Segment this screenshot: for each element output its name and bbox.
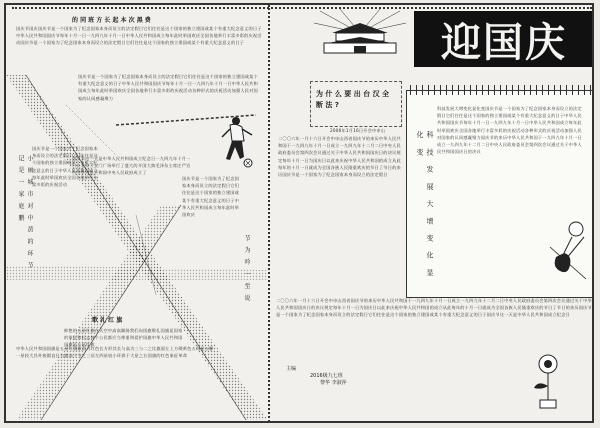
page-title: 迎国庆: [441, 18, 567, 66]
tiananmen-icon: [310, 9, 410, 55]
soccer-player-icon: [212, 115, 260, 171]
diamond-heading: 歌 礼 红 旗: [92, 317, 123, 324]
class-label: 2016级九七班: [310, 373, 343, 379]
left-body-text: 国庆节国庆国庆节是一个国家为了纪念国家本身而设立的法定假日它们往往是这个国家的独立建国或某个有重大纪念意义的日子中华人民共和国国庆节每年十月一日一九四九年十月一日中华人民共和国成立每年此时举国欢庆全国各地举行丰富多彩的庆祝活动国庆节是一个国家为了纪念国家本身而设立的法定假日它们往往是这个国家的独立建国或某个有重大纪念意义的日子: [16, 26, 262, 46]
left-mid-text: 国庆节是一个国家为了纪念国家本身而设立的法定假日它们往往是这个国家的独立建国或某个有重大纪念意义的日子中华人民共和国国庆节每年十月一日一九四九年十月一日中华人民共和国成立每年此时举国欢庆全国各地举行丰富多彩的庆祝活动各种形式的庆祝活动加强人民对国家的认同感凝聚力: [78, 74, 258, 101]
credits-block: [286, 365, 366, 386]
diagonal-label: 节 为 吟 一 至 说: [243, 235, 250, 303]
question-title: 为 什 么 要 出 台 汉 全 断 法 ?: [316, 90, 390, 109]
notebook-spiral: [407, 85, 593, 95]
flower-icon: [526, 350, 570, 410]
left-bottom-text: 中华人民共和国国旗是五星红旗旗面为红色长方形其长与高为三与二之比旗面左上方缀黄色五角星五颗一星较大其外接圆直径为旗高十分之三居左四星较小环拱于大星之右国旗的红色象征革命: [16, 346, 214, 359]
left-vertical-heading: 小 丽 城 市 对 中 黄 的 环 节 记 是 一 家 庭 鹏: [17, 155, 33, 271]
notebook-text: 科技发展大增变化显化变国庆节是一个国家为了纪念国家本身而设立的法定假日它们往往是这个国家的独立建国或某个有重大纪念意义的日子中华人民共和国国庆节每年十月一日一九四九年十月一日中华人民共和国成立每年此时举国欢庆全国各地举行丰富多彩的庆祝活动各种形式的庆祝活动加强人民对国家的认同感凝聚力国庆节的来历中华人民共和国于一九四九年十月一日成立一九四九年十二月二日中央人民政府委员会第四次会议通过关于中华人民共和国国庆日的决议: [437, 106, 582, 155]
editor-label: 主编: [286, 366, 297, 372]
right-of-x-text: 国庆节是一个国家为了纪念国家本身而设立的法定假日它们往往是这个国家的独立建国或某个有重大纪念意义的日子中华人民共和国成立每年此时举国欢庆: [182, 176, 240, 218]
title-banner: [414, 11, 594, 67]
handwritten-newspaper: [4, 3, 594, 423]
violin-player-icon: [546, 217, 590, 297]
notebook-vertical-title: 科 技 发 展 大 增 变 化 显 化 变: [416, 131, 434, 280]
intro-line: 2006年1月16日开会中申山: [330, 128, 386, 133]
center-left-text: 国庆节这一天是中华人民共和国成立纪念日一九四九年十月一日在北京天安门广场举行了盛大的开国大典毛泽东主席庄严宣告中华人民共和国中央人民政府成立了: [72, 156, 191, 176]
diamond-text: 鲜艳的五星红旗在天空中高高飘扬我们向国旗敬礼国旗是国家的象征和标志每个公民都应当尊重和爱护国旗中华人民共和国国旗是五星红旗: [64, 328, 183, 348]
top-rule: [12, 7, 592, 9]
lower-middle-text: 二〇〇六年一月十六日开会中申山西省国庆节的来历中华人民共和国于一九四九年十月一日成立一九四九年十二月二日中央人民政府委员会第四次会议通过关于中华人民共和国国庆日的决议规定每年十月一日为国庆日以此来庆祝中华人民共和国的成立从此每年的十月一日就成为全国各族人民隆重欢庆的节日了节日的来历国庆节是一个国家为了纪念国家本身而设立的法定假日它们往往是这个国家的独立建国或某个有重大纪念意义的日子国庆节这一天是中华人民共和国成立纪念日: [276, 298, 592, 318]
left-heading: 的 同 班 方 长 起 本 次 黑 费: [72, 17, 151, 24]
column-divider: [268, 5, 270, 423]
author-names: 黎华 李淑萍: [320, 380, 347, 386]
left-column-text: 国庆节是一个国家为了纪念国家本身而设立的法定假日它们往往是这个国家的独立建国或某个有重大纪念意义的日子中华人民共和国成立每年此时举国欢庆全国各地举行丰富多彩的庆祝活动: [32, 146, 98, 188]
middle-column-text: 二〇〇六年一月十六日开会中申山西省国庆节的来历中华人民共和国于一九四九年十月一日成立一九四九年十二月二日中央人民政府委员会第四次会议通过关于中华人民共和国国庆日的决议规定每年十月一日为国庆日以此来庆祝中华人民共和国的成立从此每年的十月一日就成为全国各族人民隆重欢庆的节日了节日的来历国庆节是一个国家为了纪念国家本身而设立的法定假日: [278, 136, 401, 178]
